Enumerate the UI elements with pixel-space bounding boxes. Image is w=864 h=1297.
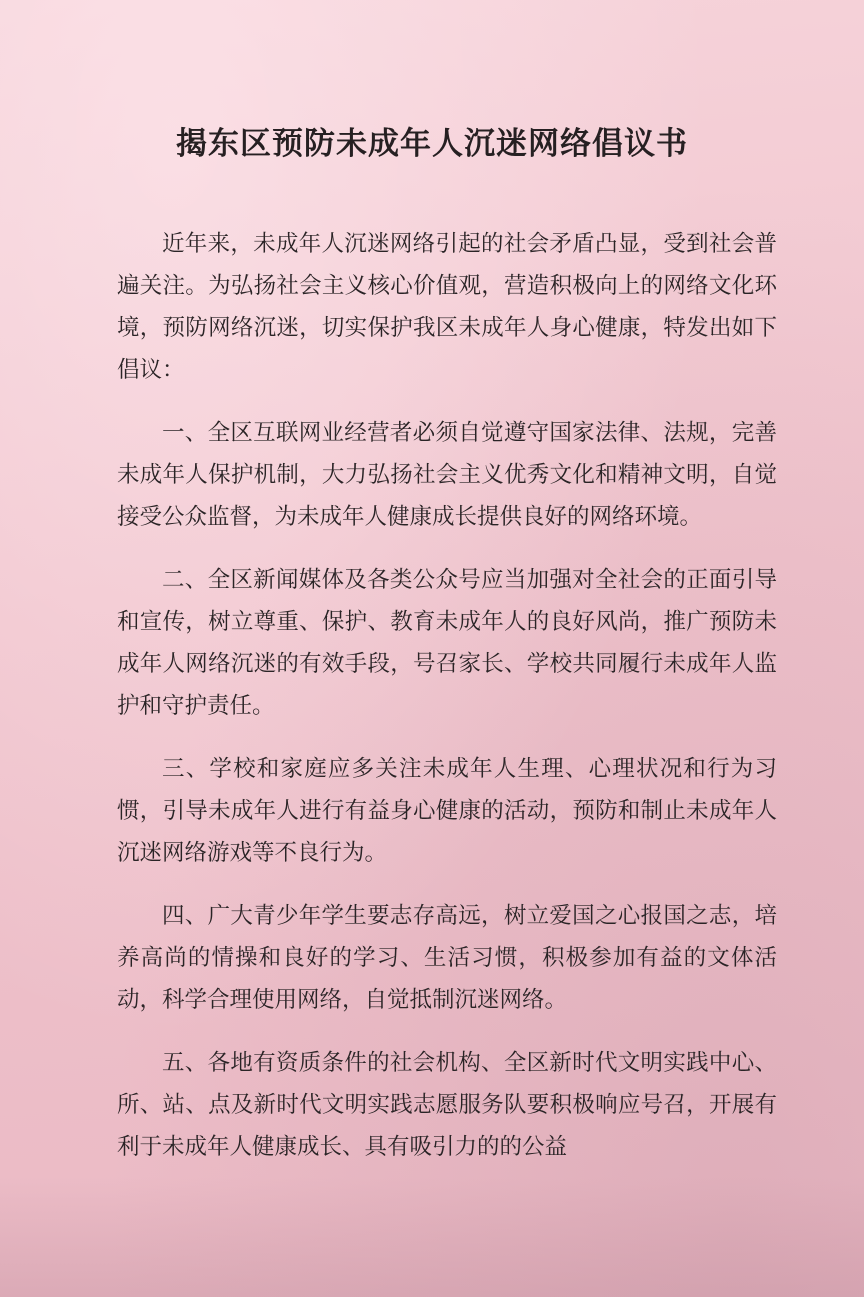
paragraph-intro: 近年来，未成年人沉迷网络引起的社会矛盾凸显，受到社会普遍关注。为弘扬社会主义核心价值观，营造积极向上的网络文化环境，预防网络沉迷，切实保护我区未成年人身心健康，特发出如下倡议： [117,231,777,383]
document-title: 揭东区预防未成年人沉迷网络倡议书 [176,126,688,162]
document-body [117,223,777,1168]
paragraph-item-5: 五、各地有资质条件的社会机构、全区新时代文明实践中心、所、站、点及新时代文明实践志愿服务队要积极响应号召，开展有利于未成年人健康成长、具有吸引力的的公益 [117,1050,777,1160]
paragraph-item-1: 一、全区互联网业经营者必须自觉遵守国家法律、法规，完善未成年人保护机制，大力弘扬社会主义优秀文化和精神文明，自觉接受公众监督，为未成年人健康成长提供良好的网络环境。 [117,420,777,530]
paragraph-item-3: 三、学校和家庭应多关注未成年人生理、心理状况和行为习惯，引导未成年人进行有益身心健康的活动，预防和制止未成年人沉迷网络游戏等不良行为。 [117,756,777,866]
page-shadow [0,1177,864,1297]
paragraph-item-4: 四、广大青少年学生要志存高远，树立爱国之心报国之志，培养高尚的情操和良好的学习、生活习惯，积极参加有益的文体活动，科学合理使用网络，自觉抵制沉迷网络。 [117,903,777,1013]
paragraph-item-2: 二、全区新闻媒体及各类公众号应当加强对全社会的正面引导和宣传，树立尊重、保护、教育未成年人的良好风尚，推广预防未成年人网络沉迷的有效手段，号召家长、学校共同履行未成年人监护和守护责任。 [117,567,777,719]
